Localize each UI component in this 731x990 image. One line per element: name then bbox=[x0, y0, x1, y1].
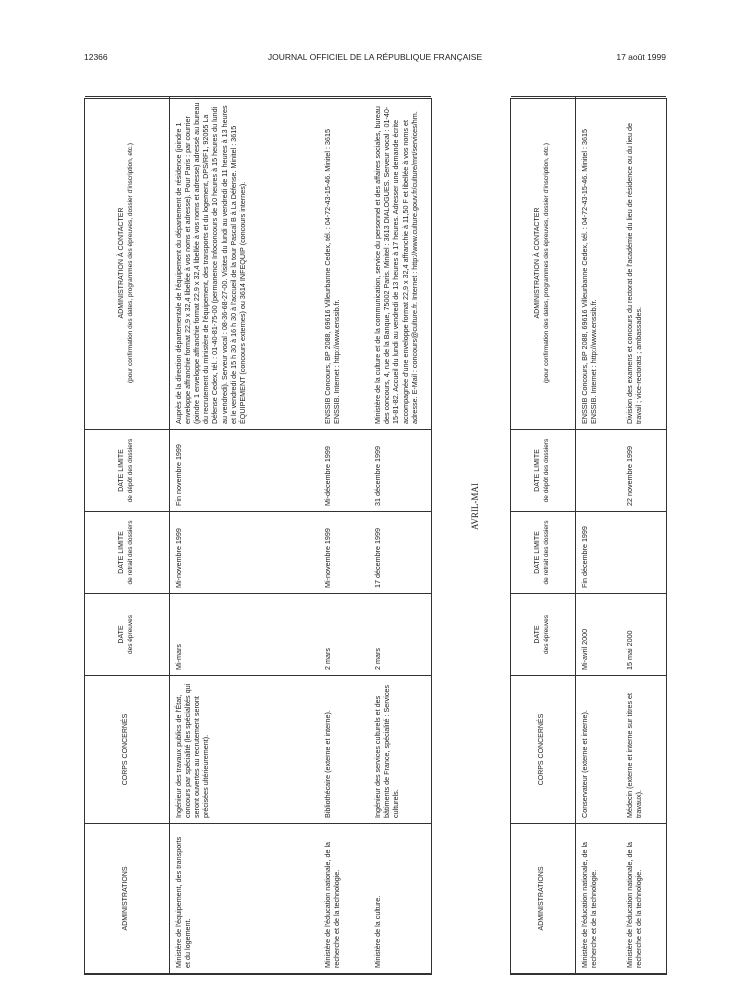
column-header-corps: CORPS CONCERNÉS bbox=[85, 676, 169, 824]
table-row bbox=[575, 97, 621, 974]
cell-date-epreuves: 2 mars bbox=[369, 594, 431, 676]
journal-title: JOURNAL OFFICIEL DE LA RÉPUBLIQUE FRANÇAISE bbox=[267, 52, 483, 62]
cell-date-depot: Mi-décembre 1999 bbox=[319, 430, 369, 512]
column-header-administrations: ADMINISTRATIONS bbox=[85, 824, 169, 974]
cell-corps: Médecin (externe et interne sur titres et travaux). bbox=[621, 676, 666, 824]
column-header-date-retrait: DATE LIMITE de retrait des dossiers bbox=[511, 512, 575, 594]
cell-date-epreuves: 15 mai 2000 bbox=[621, 594, 666, 676]
cell-date-depot bbox=[575, 430, 621, 512]
table-2 bbox=[510, 98, 667, 975]
table-row bbox=[169, 97, 319, 974]
cell-corps: Ingénieur des services culturels et des bâtiments de France, spécialité : Services culturels. bbox=[369, 676, 431, 824]
cell-date-depot: 22 novembre 1999 bbox=[621, 430, 666, 512]
cell-contact: Ministère de la culture et de la communication, service du personnel et des affaires sociales, bureau des concours, 4, rue de la Banque, 75002 Paris. Minitel : 3613 DIALOGUES. Serveur vocal : 01-40-15-81-82. Accueil du lundi au vendredi de 13 heures à 17 heures. Adresser une demande écrite accompagnée d'une enveloppe format 22,9 x 32,4 affranchie à 11,50 F et libellée à vos noms et adresse. E-Mail : concours@culture.fr. Internet : http://www.culture.gouv.fr/culture/mrt/services/hm. bbox=[369, 97, 431, 430]
cell-contact: Auprès de la direction départementale de l'équipement du département de résidence (joindre 1 enveloppe affranchie format 22,9 x 32,4 libellée à vos noms et adresse). Pour Paris : par courrier (joindre 1 enveloppe affranchie format 22,9 x 32,4 libellée à vos noms et adresse) adressé au bureau du recrutement du ministère de l'équipement, des transports et du logement, DPS/RF1, 92055 La Défense Cedex, tél. : 01-40-81-75-00 (permanence Infoconcours de 10 heures à 15 heures du lundi au vendredi). Serveur vocal : 08-36-68-27-00. Visites du lundi au vendredi de 11 heures à 13 heures et le vendredi de 15 h 30 à 16 h 30 à l'accueil de la tour Pascal B à La Défense. Minitel : 3615 ÉQUIPEMENT (concours externes) ou 3614 INFEQUIP (concours internes). bbox=[169, 97, 319, 430]
cell-administration: Ministère de l'éducation nationale, de la recherche et de la technologie. bbox=[575, 824, 621, 974]
column-header-date-depot: DATE LIMITE de dépôt des dossiers bbox=[85, 430, 169, 512]
table-row bbox=[369, 97, 431, 974]
table-row bbox=[319, 97, 369, 974]
column-header-administrations: ADMINISTRATIONS bbox=[511, 824, 575, 974]
issue-date: 17 août 1999 bbox=[616, 52, 666, 62]
page-header bbox=[84, 52, 666, 66]
cell-administration: Ministère de l'équipement, des transports et du logement. bbox=[169, 824, 319, 974]
table-1-header-row bbox=[85, 97, 169, 974]
column-header-date-epreuves: DATE des épreuves bbox=[511, 594, 575, 676]
cell-administration: Ministère de l'éducation nationale, de la recherche et de la technologie. bbox=[621, 824, 666, 974]
column-header-date-depot: DATE LIMITE de dépôt des dossiers bbox=[511, 430, 575, 512]
cell-corps: Conservateur (externe et interne). bbox=[575, 676, 621, 824]
column-header-date-retrait: DATE LIMITE de retrait des dossiers bbox=[85, 512, 169, 594]
cell-date-depot: Fin novembre 1999 bbox=[169, 430, 319, 512]
cell-date-depot: 31 décembre 1999 bbox=[369, 430, 431, 512]
cell-administration: Ministère de la culture. bbox=[369, 824, 431, 974]
cell-corps: Ingénieur des travaux publics de l'État, concours par spécialité (les spécialités qui seront ouvertes au recrutement seront précisées ultérieurement). bbox=[169, 676, 319, 824]
cell-date-retrait: 17 décembre 1999 bbox=[369, 512, 431, 594]
cell-date-epreuves: Mi-mars bbox=[169, 594, 319, 676]
table-2-header-row bbox=[511, 97, 575, 974]
column-header-contact: ADMINISTRATION À CONTACTER (pour confirmation des dates, programmes des épreuves, dossier d'inscription, etc.) bbox=[511, 97, 575, 430]
cell-date-retrait: Fin décembre 1999 bbox=[575, 512, 621, 594]
cell-date-epreuves: Mi-avril 2000 bbox=[575, 594, 621, 676]
table-row bbox=[621, 97, 666, 974]
cell-contact: ENSSIB Concours, BP 2088, 69616 Villeurbanne Cedex, tél. : 04-72-43-15-46. Minitel : 3615 ENSSIB. Internet : http://www.enssib.fr. bbox=[575, 97, 621, 430]
cell-date-retrait: Mi-novembre 1999 bbox=[319, 512, 369, 594]
cell-date-retrait bbox=[621, 512, 666, 594]
cell-contact: ENSSIB Concours, BP 2088, 69616 Villeurbanne Cedex, tél. : 04-72-43-15-46. Minitel : 3615 ENSSIB. Internet : http://www.enssib.fr. bbox=[319, 97, 369, 430]
column-header-contact: ADMINISTRATION À CONTACTER (pour confirmation des dates, programmes des épreuves, dossier d'inscription, etc.) bbox=[85, 97, 169, 430]
section-title: AVRIL-MAI bbox=[470, 483, 480, 530]
page-number: 12366 bbox=[84, 52, 108, 62]
cell-contact: Division des examens et concours du rectorat de l'académie du lieu de résidence ou du lieu de travail ; vice-rectorats ; ambassades. bbox=[621, 97, 666, 430]
cell-corps: Bibliothécaire (externe et interne). bbox=[319, 676, 369, 824]
column-header-corps: CORPS CONCERNÉS bbox=[511, 676, 575, 824]
cell-date-epreuves: 2 mars bbox=[319, 594, 369, 676]
cell-administration: Ministère de l'éducation nationale, de la recherche et de la technologie. bbox=[319, 824, 369, 974]
column-header-date-epreuves: DATE des épreuves bbox=[85, 594, 169, 676]
cell-date-retrait: Mi-novembre 1999 bbox=[169, 512, 319, 594]
table-1 bbox=[84, 98, 432, 975]
